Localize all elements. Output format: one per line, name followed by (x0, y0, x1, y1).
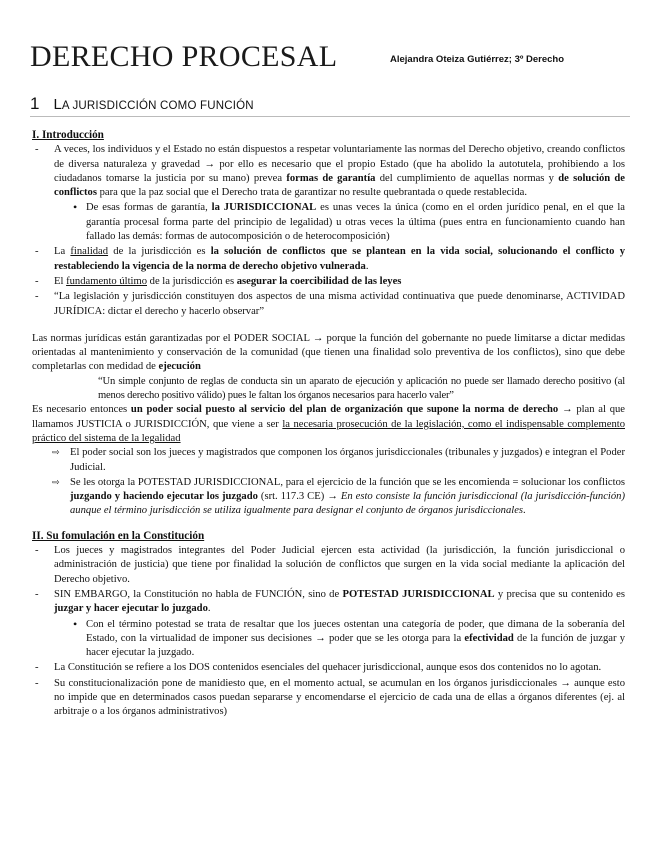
text: de la función de juzgar y hacer ejecutar la juzgado. (86, 632, 625, 659)
sub-list-item (32, 618, 625, 661)
list-item (32, 588, 625, 617)
arrow-list (32, 446, 625, 518)
text: A veces, los individuos y el Estado no están dispuestos a respetar voluntariamente las normas del Derecho objetivo, creando conflictos de diversa naturaleza y gravedad → por ello es necesario que el propio Estado (que ha abolido la autotutela, prohibiendo a los ciudadanos tomarse la justicia por su mano) prevea (54, 144, 625, 184)
text: Los jueces y magistrados integrantes del Poder Judicial ejercen esta actividad (la jurisdicción, la función jurisdiccional o administración de justicia) que tiene por finalidad la solución de conflictos que surgen en la vida social mediante la aplicación del Derecho objetivo. (54, 545, 625, 585)
text: Su constitucionalización pone de manidiesto que, en el momento actual, se acumulan en los órganos jurisdiccionales → aunque esto no impide que en determinados casos puedan separarse y encomendarse el ejercicio de cada una de ellas a órganos diferentes (ej. al arbitraje o a los órganos administrativos) (54, 677, 625, 718)
bold-text: efectividad (464, 632, 514, 644)
text: La (54, 246, 71, 258)
sub-list-item (32, 201, 625, 244)
text: El poder social son los jueces y magistrados que componen los órganos jurisdiccionales (tribunales y juzgados) e integran el Poder Judicial. (70, 447, 625, 473)
text: El (54, 275, 67, 287)
bold-text: formas de garantía (286, 172, 376, 184)
list-item (32, 544, 625, 587)
list-item (32, 290, 625, 319)
text: . (523, 505, 526, 517)
chapter-initial: L (53, 96, 62, 113)
text: . (207, 603, 211, 615)
quote-text: “La legislación y jurisdicción constituyen dos aspectos de una misma actividad continuativa que puede denominarse, ACTIVIDAD JURÍDICA: dictar el derecho y hacerlo observar” (54, 291, 625, 317)
block-quote (32, 375, 625, 404)
list-item (32, 661, 625, 675)
bold-text: un poder social puesto al servicio del plan de organización que supone la norma de derecho (130, 404, 559, 416)
bold-text: de solución de conflictos (54, 172, 626, 199)
section-heading-introduccion: I. Introducción (32, 129, 104, 141)
paragraph-poder-social (32, 332, 625, 375)
text: Las normas jurídicas están garantizadas por el PODER SOCIAL → porque la función del gobernante no puede limitarse a dictar medidas orientadas al mantenimiento y conservación de la comunidad (que tienen una finalidad solo preventiva de los conflictos), sino que debe completarlas con medidad de (32, 332, 625, 373)
arrow-bullet-icon: ⇨ (52, 448, 60, 459)
text: Es necesario entonces (32, 404, 131, 416)
document-title: DERECHO PROCESAL (30, 40, 338, 73)
text: La Constitución se refiere a los DOS contenidos esenciales del quehacer jurisdiccional, aunque esos dos contenidos no lo agotan. (54, 662, 602, 674)
section-heading-constitucion: II. Su fomulación en la Constitución (32, 529, 205, 542)
text: y precisa que su contenido es (494, 588, 626, 600)
bold-text: la solución de conflictos que se plantean en la vida social, solucionando el conflicto y restableciendo la vigencia de la norma de derecho objetivo vulnerada (54, 246, 625, 272)
underlined-text: fundamento último (66, 275, 147, 287)
text: para que la paz social que el Derecho trata de garantizar no resulte quebrantada o quede restablecida. (96, 187, 527, 199)
underlined-text: la necesaria prosecución de la legislación, como el indispensable complemento práctico del sistema de la legalidad (32, 418, 625, 444)
bold-text: POTESTAD JURISDICCIONAL (342, 588, 495, 600)
paragraph-justicia (32, 403, 625, 446)
author-line: Alejandra Oteiza Gutiérrez; 3º Derecho (390, 54, 564, 65)
text: (srt. 117.3 CE) → (257, 491, 341, 503)
document-body (32, 128, 625, 721)
list-item (32, 476, 625, 519)
chapter-title-rest: A JURISDICCIÓN COMO FUNCIÓN (61, 100, 254, 112)
list-item (32, 245, 625, 274)
bold-text: asegurar la coercibilidad de las leyes (236, 275, 402, 287)
underlined-text: finalidad (70, 246, 109, 258)
text: de la jurisdicción es (108, 246, 211, 258)
list-item (32, 446, 625, 475)
italic-text: En esto consiste la función jurisdiccional (la jurisdicción-función) aunque el término jurisdicción se utiliza igualmente para designar el conjunto de órganos jurisdiccionales (70, 491, 625, 517)
text: . (365, 260, 369, 272)
bold-text: la JURISDICCIONAL (211, 202, 317, 214)
list-item (32, 275, 625, 289)
list-item (32, 143, 625, 200)
bold-text: juzgar y hacer ejecutar lo juzgado (54, 603, 208, 615)
text: → plan al que llamamos JUSTICIA o JURISDICCIÓN, que viene a ser (32, 404, 626, 430)
text: es unas veces la única (como en el orden jurídico penal, en el que la garantía procesal forma parte del principio de legalidad) u otras veces la última (pues entra en funcionamiento cuando han fallado las demás: formas de autocomposición o de heterocomposición) (86, 202, 625, 243)
chapter-number: 1 (30, 94, 40, 113)
constitucion-list (32, 544, 625, 720)
text: de la jurisdicción es (147, 275, 237, 287)
bold-text: ejecución (158, 361, 201, 373)
chapter-heading (30, 94, 630, 117)
text: del cumplimiento de aquellas normas y (375, 172, 559, 184)
text: De esas formas de garantía, (86, 202, 212, 214)
list-item (32, 677, 625, 720)
bold-text: juzgando y haciendo ejecutar los juzgado (70, 491, 258, 503)
intro-list (32, 143, 625, 319)
arrow-bullet-icon: ⇨ (52, 477, 60, 488)
quote-text: “Un simple conjunto de reglas de conducta sin un aparato de ejecución y aplicación no puede ser llamado derecho positivo (al menos derecho positivo válido) pues le faltan los órganos necesarios para hacerlo valer” (98, 375, 625, 402)
text: Con el término potestad se trata de resaltar que los jueces ostentan una categoría de poder, que dimana de la soberanía del Estado, con la virtualidad de imponer sus decisiones → poder que se les otorga para la (86, 618, 625, 644)
text: Se les otorga la POTESTAD JURISDICCIONAL, para el ejercicio de la función que se les encomienda = solucionar los conflictos (70, 476, 625, 488)
text: SIN EMBARGO, la Constitución no habla de FUNCIÓN, sino de (54, 588, 343, 600)
